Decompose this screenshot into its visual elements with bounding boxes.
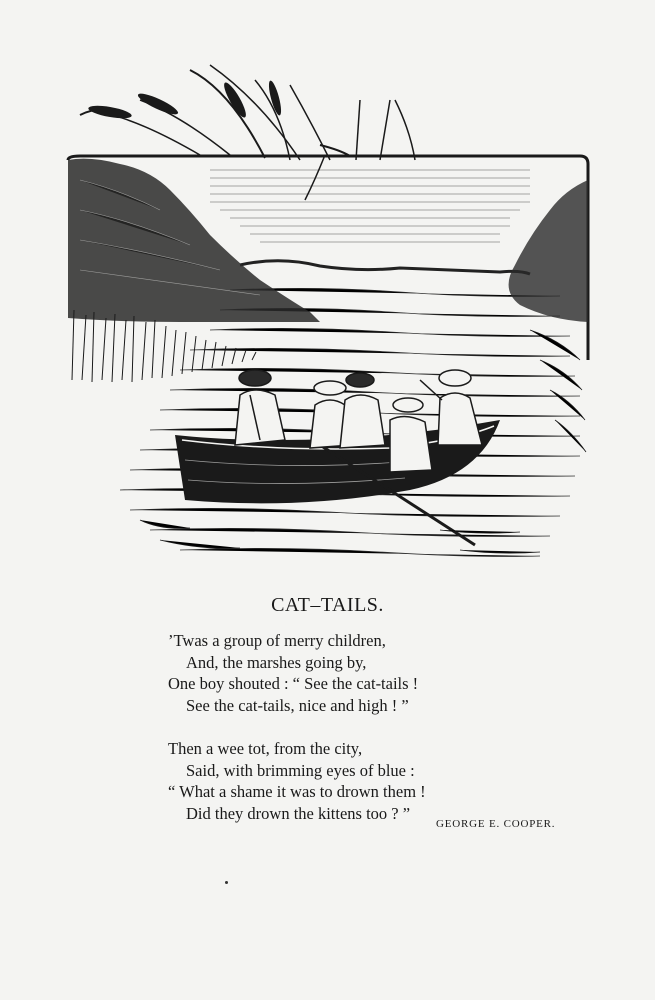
poem-line: “ What a shame it was to drown them !: [168, 782, 426, 801]
poem-line: One boy shouted : “ See the cat-tails !: [168, 674, 419, 693]
poem-line: See the cat-tails, nice and high ! ”: [186, 695, 409, 715]
poem-author: GEORGE E. COOPER.: [436, 818, 556, 830]
stanza: [168, 630, 588, 716]
poem-title: CAT–TAILS.: [271, 594, 384, 616]
stanza: [168, 738, 588, 824]
poem-line: ’Twas a group of merry children,: [168, 631, 386, 650]
poem-line: Said, with brimming eyes of blue :: [186, 760, 415, 780]
poem-body: [168, 630, 588, 846]
poem-line: And, the marshes going by,: [186, 652, 367, 672]
engraving-illustration: [60, 60, 595, 580]
poem-line: Did they drown the kittens too ? ”: [186, 803, 411, 823]
ink-speck: [225, 881, 228, 884]
poem-line: Then a wee tot, from the city,: [168, 739, 363, 758]
